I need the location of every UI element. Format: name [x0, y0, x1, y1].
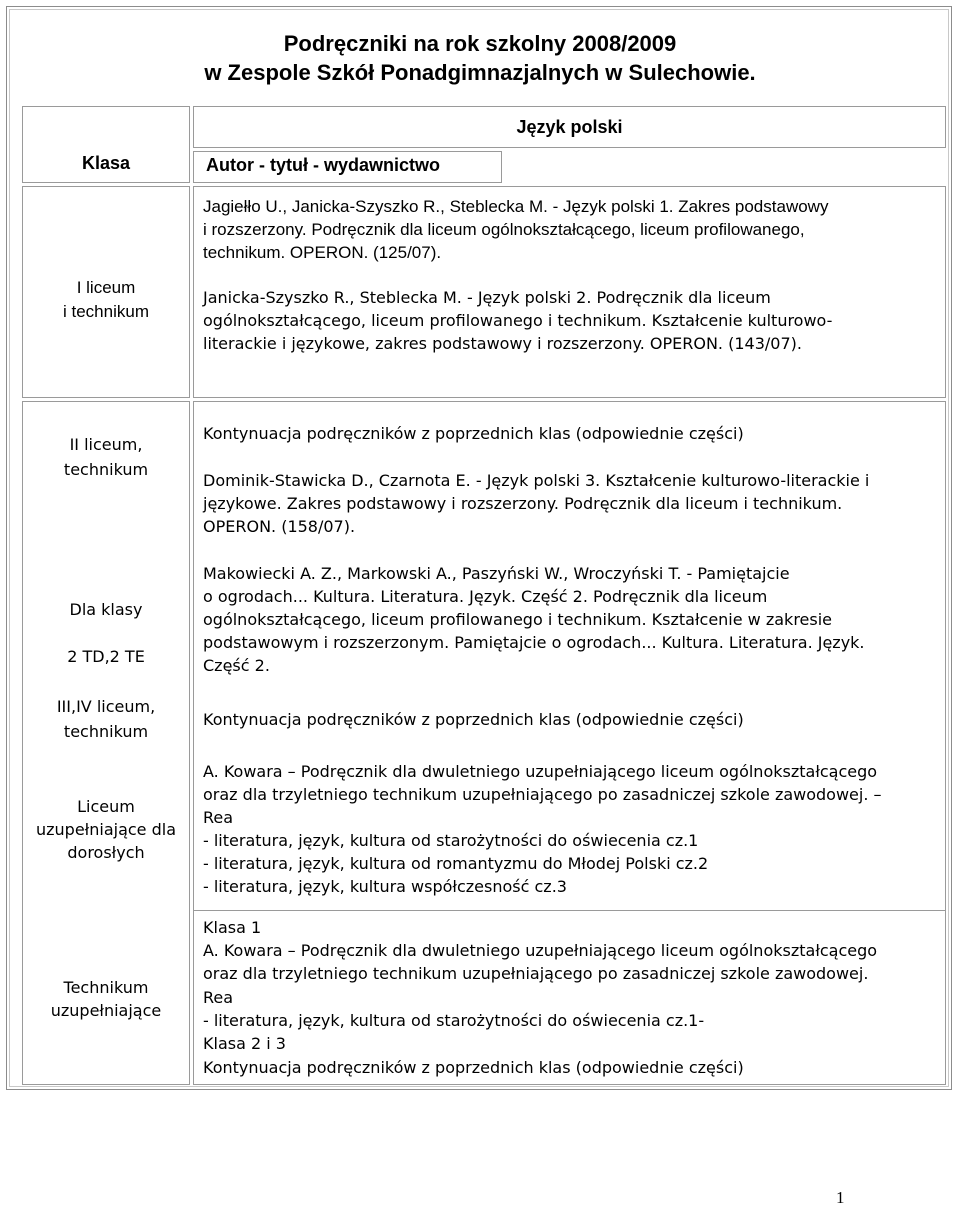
continuation-2: Kontynuacja podręczników z poprzednich klas (odpowiednie części) [203, 710, 744, 729]
class2-line3: Dla klasy [69, 600, 143, 619]
content-cell-1 [193, 186, 946, 398]
class1-line2: i technikum [63, 302, 149, 321]
entry4-line4: podstawowym i rozszerzonym. Pamiętajcie o ogrodach... Kultura. Literatura. Język. [203, 633, 865, 652]
page-number: 1 [836, 1188, 845, 1207]
author-header-cell [193, 151, 502, 183]
entry5-line4: - literatura, język, kultura od starożytności do oświecenia cz.1 [203, 831, 699, 850]
class2-line5: III,IV liceum, [56, 697, 156, 716]
class-header-cell [22, 106, 190, 183]
entry6-line4: Rea [203, 988, 234, 1007]
entry2-line1: Janicka-Szyszko R., Steblecka M. - Język polski 2. Podręcznik dla liceum [203, 288, 771, 307]
class-cell-1 [22, 186, 190, 398]
entry2-line2: ogólnokształcącego, liceum profilowanego i technikum. Kształcenie kulturowo- [203, 311, 833, 330]
entry5-line5: - literatura, język, kultura od romantyzmu do Młodej Polski cz.2 [203, 854, 709, 873]
class2-line7: Liceum [77, 797, 135, 816]
class2-line11: uzupełniające [50, 1001, 162, 1020]
content-cell-2 [193, 401, 946, 1085]
class2-line10: Technikum [63, 978, 149, 997]
entry4-line3: ogólnokształcącego, liceum profilowanego i technikum. Kształcenie w zakresie [203, 610, 833, 629]
entry3-line2: językowe. Zakres podstawowy i rozszerzony. Podręcznik dla liceum i technikum. [203, 494, 843, 513]
page-title-line1: Podręczniki na rok szkolny 2008/2009 [283, 31, 677, 56]
class1-line1: I liceum [76, 278, 136, 297]
entry6-line6: Klasa 2 i 3 [203, 1034, 286, 1053]
entry6-line1: Klasa 1 [203, 918, 262, 937]
class2-line4: 2 TD,2 TE [67, 647, 145, 666]
class-header: Klasa [81, 153, 131, 173]
class2-line2: technikum [63, 460, 149, 479]
class2-line9: dorosłych [67, 843, 145, 862]
entry4-line2: o ogrodach... Kultura. Literatura. Język. Część 2. Podręcznik dla liceum [203, 587, 768, 606]
page-title-line2: w Zespole Szkół Ponadgimnazjalnych w Sulechowie. [204, 60, 756, 85]
entry6-line7: Kontynuacja podręczników z poprzednich klas (odpowiednie części) [203, 1058, 744, 1077]
entry3-line1: Dominik-Stawicka D., Czarnota E. - Język polski 3. Kształcenie kulturowo-literackie i [203, 471, 870, 490]
continuation-1: Kontynuacja podręczników z poprzednich klas (odpowiednie części) [203, 424, 744, 443]
entry4-line1: Makowiecki A. Z., Markowski A., Paszyński W., Wroczyński T. - Pamiętajcie [203, 564, 790, 583]
author-header: Autor - tytuł - wydawnictwo [206, 155, 440, 175]
entry5-line6: - literatura, język, kultura współczesność cz.3 [203, 877, 567, 896]
entry6-line3: oraz dla trzyletniego technikum uzupełniającego po zasadniczej szkole zawodowej. [203, 964, 869, 983]
subject-header: Język polski [516, 117, 623, 137]
entry2-line3: literackie i językowe, zakres podstawowy i rozszerzony. OPERON. (143/07). [203, 334, 802, 353]
entry5-line1: A. Kowara – Podręcznik dla dwuletniego uzupełniającego liceum ogólnokształcącego [203, 762, 878, 781]
entry4-line5: Część 2. [203, 656, 270, 675]
entry1-line2: i rozszerzony. Podręcznik dla liceum ogólnokształcącego, liceum profilowanego, [203, 220, 805, 239]
entry6-line2: A. Kowara – Podręcznik dla dwuletniego uzupełniającego liceum ogólnokształcącego [203, 941, 878, 960]
entry1-line1: Jagiełło U., Janicka-Szyszko R., Steblecka M. - Język polski 1. Zakres podstawowy [203, 197, 829, 216]
class2-line1: II liceum, [69, 435, 143, 454]
entry5-line2: oraz dla trzyletniego technikum uzupełniającego po zasadniczej szkole zawodowej. – [203, 785, 882, 804]
class2-line6: technikum [63, 722, 149, 741]
class-cell-2 [22, 401, 190, 1085]
entry3-line3: OPERON. (158/07). [203, 517, 356, 536]
class2-line8: uzupełniające dla [36, 820, 176, 839]
entry5-line3: Rea [203, 808, 234, 827]
cell-divider [194, 910, 945, 911]
entry6-line5: - literatura, język, kultura od starożytności do oświecenia cz.1- [203, 1011, 705, 1030]
entry1-line3: technikum. OPERON. (125/07). [203, 243, 442, 262]
subject-header-cell [193, 106, 946, 148]
